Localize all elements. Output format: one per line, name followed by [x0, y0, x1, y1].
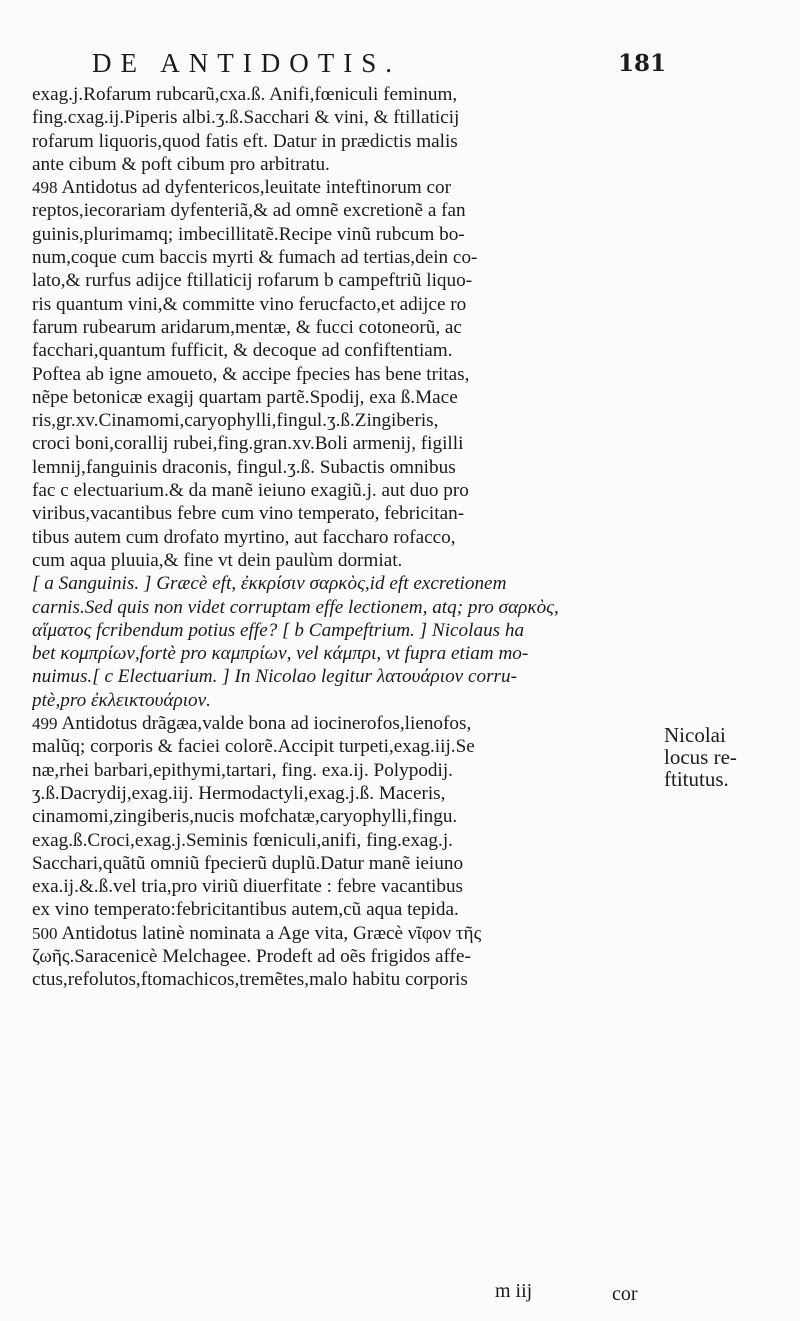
text-line: ris quantum vini,& committe vino ferucfacto,et adijce ro [32, 293, 467, 315]
text-line: exag.j.Rofarum rubcarũ,cxa.ß. Anifi,fœniculi feminum, [32, 84, 458, 105]
text-line: ex vino temperato:febricitantibus autem,cũ aqua tepida. [32, 899, 459, 921]
text-line: exag.ß.Croci,exag.j.Seminis fœniculi,anifi, fing.exag.j. [32, 829, 453, 851]
text-line: facchari,quantum fufficit, & decoque ad confiftentiam. [32, 340, 453, 362]
text-line: nẽpe betonicæ exagij quartam partẽ.Spodij, exa ß.Mace [32, 386, 458, 408]
text-line: ʒ.ß.Dacrydij,exag.iij. Hermodactyli,exag.j.ß. Maceris, [32, 782, 446, 804]
text-line: lemnij,fanguinis draconis, fingul.ʒ.ß. Subactis omnibus [32, 456, 456, 478]
margin-note [664, 724, 784, 790]
text-line: tibus autem cum drofato myrtino, aut faccharo rofacco, [32, 526, 456, 548]
annotation-line: carnis.Sed quis non videt corruptam effe lectionem, atq; pro σαρκὸς, [32, 596, 559, 618]
text-line: ris,gr.xv.Cinamomi,caryophylli,fingul.ʒ.ß.Zingiberis, [32, 410, 439, 432]
entry-number: 499 [32, 714, 58, 734]
signature-mark: m iij [495, 1280, 533, 1302]
text-line: ζωῆς.Saracenicè Melchagee. Prodeft ad oẽs frigidos affe- [32, 945, 471, 967]
text-line: rofarum liquoris,quod fatis eft. Datur in prædictis malis [32, 130, 458, 152]
text-line: Antidotus ad dyfentericos,leuitate inteftinorum cor [61, 177, 452, 199]
annotation-line: bet κομπρίων,fortè pro καμπρίων, vel κάμπρι, vt fupra etiam mo- [32, 643, 529, 665]
text-line: guinis,plurimamq; imbecillitatẽ.Recipe vinũ rubcum bo- [32, 223, 465, 245]
text-line: fac c electuarium.& da manẽ ieiuno exagiũ.j. aut duo pro [32, 480, 469, 502]
text-line: viribus,vacantibus febre cum vino temperato, febricitan- [32, 503, 465, 525]
annotation-line: nuimus.[ c Electuarium. ] In Nicolao legitur λατουάριον corru- [32, 666, 518, 688]
entry-500 [32, 922, 660, 945]
text-line: exa.ij.&.ß.vel tria,pro viriũ diuerfitate : febre vacantibus [32, 876, 464, 898]
page-number: 181 [618, 50, 667, 77]
text-line: næ,rhei barbari,epithymi,tartari, fing. exa.ij. Polypodij. [32, 759, 453, 781]
annotation-line: ptè,pro ἐκλεικτουάριον. [32, 689, 211, 711]
entry-number: 500 [32, 923, 58, 943]
text-line: cinamomi,zingiberis,nucis mofchatæ,caryophylli,fingu. [32, 806, 458, 828]
text-line: ctus,refolutos,ftomachicos,tremẽtes,malo habitu corporis [32, 969, 468, 991]
text-line: Antidotus latinè nominata a Age vita, Græcè νῖφον τῆς [61, 922, 482, 944]
text-line: Poftea ab igne amoueto, & accipe fpecies has bene tritas, [32, 363, 470, 385]
catchword: cor [612, 1283, 638, 1305]
text-line: croci boni,corallij rubei,fing.gran.xv.Boli armenij, figilli [32, 433, 464, 455]
text-line: num,coque cum baccis myrti & fumach ad tertias,dein co- [32, 247, 478, 269]
margin-note-line: ftitutus. [664, 767, 729, 791]
margin-note-line: locus re- [664, 745, 737, 769]
running-title: DE ANTIDOTIS. [92, 48, 401, 78]
text-line: lato,& rurfus adijce ftillaticij rofarum b campeftriũ liquo- [32, 270, 473, 292]
margin-note-line: Nicolai [664, 723, 726, 747]
annotation-line: [ a Sanguinis. ] Græcè eft, ἐκκρίσιν σαρκὸς,id eft excretionem [32, 573, 507, 595]
entry-498 [32, 176, 660, 199]
text-line: Sacchari,quãtũ omniũ fpecierũ duplũ.Datur manẽ ieiuno [32, 852, 464, 874]
text-line: ante cibum & poft cibum pro arbitratu. [32, 153, 330, 175]
entry-number: 498 [32, 178, 58, 198]
text-line: farum rubearum aridarum,mentæ, & fucci cotoneorũ, ac [32, 316, 462, 338]
entry-499 [32, 712, 660, 735]
annotation-line: αἵματος fcribendum potius effe? [ b Campeftrium. ] Nicolaus ha [32, 619, 525, 641]
text-line: cum aqua pluuia,& fine vt dein paulùm dormiat. [32, 549, 403, 571]
text-line: Antidotus drãgæa,valde bona ad iocinerofos,lienofos, [61, 713, 472, 735]
text-line: reptos,iecorariam dyfenteriã,& ad omnẽ excretionẽ a fan [32, 200, 466, 222]
text-line: malũq; corporis & faciei colorẽ.Accipit turpeti,exag.iij.Se [32, 736, 475, 758]
text-line: fing.cxag.ij.Piperis albi.ʒ.ß.Sacchari & vini, & ftillaticij [32, 107, 460, 129]
main-text-column [32, 83, 660, 992]
